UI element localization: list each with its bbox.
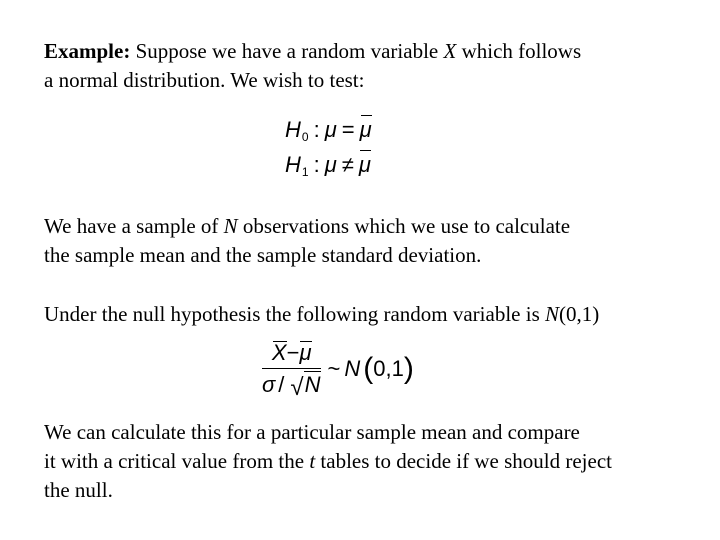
- h0-mu-bar: μ: [360, 114, 372, 146]
- example-label: Example:: [44, 39, 131, 63]
- dist-name: N: [545, 302, 560, 326]
- sample-text-b: observations which we use to calculate: [237, 214, 571, 238]
- minus-sign: −: [286, 340, 300, 365]
- alternative-hypothesis: [285, 149, 372, 184]
- tilde-symbol: ~: [327, 356, 341, 381]
- test-statistic-formula: [262, 340, 414, 401]
- sample-text-a: We have a sample of: [44, 214, 224, 238]
- conclusion-text-2b: tables to decide if we should reject: [315, 449, 612, 473]
- hypotheses-block: [285, 114, 372, 184]
- h0-mu: μ: [324, 117, 337, 142]
- variable-t: t: [309, 449, 316, 473]
- h1-mu: μ: [324, 152, 337, 177]
- sqrt-argument-n: N: [304, 372, 321, 397]
- h1-not-equals: ≠: [341, 152, 354, 177]
- h0-symbol: H: [285, 117, 301, 142]
- h1-subscript: 1: [301, 165, 309, 179]
- variable-n: N: [223, 214, 238, 238]
- intro-text-1b: which follows: [456, 39, 582, 63]
- open-paren: (: [363, 352, 374, 385]
- radical-sign: √: [290, 374, 304, 401]
- h0-equals: =: [341, 117, 355, 142]
- slash-symbol: /: [278, 371, 285, 397]
- conclusion-paragraph: [44, 418, 612, 505]
- mu-bar: μ: [299, 340, 312, 365]
- conclusion-text-1: We can calculate this for a particular sample mean and compare: [44, 420, 580, 444]
- null-hypothesis: [285, 114, 372, 149]
- h0-subscript: 0: [301, 130, 309, 144]
- h0-colon: :: [313, 117, 320, 142]
- intro-text-1a: Suppose we have a random variable: [130, 39, 444, 63]
- fraction-denominator: [262, 369, 321, 401]
- conclusion-text-3: the null.: [44, 478, 113, 502]
- square-root: [290, 371, 321, 401]
- normal-distribution: [344, 352, 414, 385]
- sample-mean-x-bar: X: [271, 340, 287, 365]
- intro-paragraph: [44, 37, 581, 95]
- sample-paragraph: [44, 212, 570, 270]
- distribution-params: 0,1: [373, 356, 404, 381]
- dist-params: (0,1): [559, 302, 600, 326]
- sigma-symbol: σ: [262, 371, 276, 397]
- null-paragraph: [44, 300, 599, 329]
- fraction-numerator: [270, 340, 314, 368]
- h1-mu-bar: μ: [359, 149, 371, 181]
- conclusion-text-2a: it with a critical value from the: [44, 449, 310, 473]
- sample-text-2: the sample mean and the sample standard deviation.: [44, 243, 482, 267]
- close-paren: ): [403, 352, 414, 385]
- h1-colon: :: [313, 152, 320, 177]
- null-text: Under the null hypothesis the following random variable is: [44, 302, 545, 326]
- intro-text-2: a normal distribution. We wish to test:: [44, 68, 365, 92]
- statistic-fraction: [262, 340, 321, 401]
- distribution-n: N: [344, 356, 361, 381]
- h1-symbol: H: [285, 152, 301, 177]
- variable-x: X: [443, 39, 457, 63]
